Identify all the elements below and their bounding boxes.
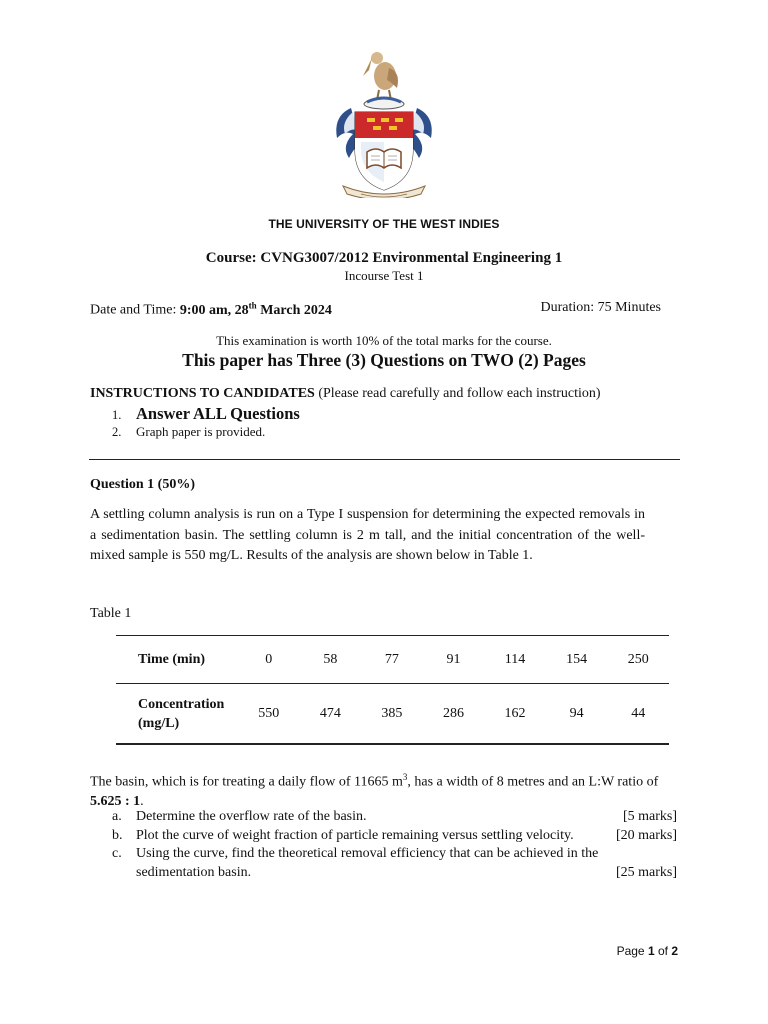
basin-description: [90, 768, 690, 811]
basin-text-2: , has a width of 8 metres and an L:W ratio of: [407, 774, 659, 790]
part-marks: [20 marks]: [615, 827, 677, 843]
instructions-label: INSTRUCTIONS TO CANDIDATES: [90, 386, 315, 401]
table-row: [116, 684, 669, 745]
part-label: c.: [112, 846, 122, 861]
page-number: [617, 944, 678, 958]
part-text: Plot the curve of weight fraction of particle remaining versus settling velocity.: [136, 827, 574, 843]
part-marks: [25 marks]: [615, 864, 677, 880]
table-cell: 385: [361, 684, 423, 745]
row-header-time: Time (min): [116, 636, 238, 684]
part-text: Determine the overflow rate of the basin.: [136, 809, 367, 824]
table-cell: 58: [300, 636, 362, 684]
table-cell: 91: [423, 636, 485, 684]
test-subtitle: Incourse Test 1: [344, 268, 424, 283]
unit-superscript: 3: [402, 772, 408, 782]
basin-text-1: The basin, which is for treating a daily flow of 11665 m: [90, 774, 403, 790]
table-cell: 162: [484, 684, 546, 745]
date-month: March 2024: [256, 302, 332, 318]
table-cell: 0: [238, 636, 300, 684]
question-paragraph: A settling column analysis is run on a Type I suspension for determining the expected removals in a sedimentation basin. The settling column is 2 m tall, and the initial concentration of the well-mixed sample is 550 mg/L. Results of the analysis are shown below in Table 1.: [90, 507, 645, 563]
divider: [89, 459, 680, 460]
table-cell: 154: [546, 636, 608, 684]
table-cell: 474: [300, 684, 362, 745]
university-crest-logo: [331, 46, 437, 198]
date-ordinal: th: [248, 300, 257, 310]
of-word: of: [654, 944, 672, 958]
instructions-heading: [90, 386, 601, 402]
question-title: Question 1 (50%): [90, 477, 195, 492]
part-marks: [5 marks]: [622, 809, 677, 824]
part-text-line2: sedimentation basin.: [136, 864, 252, 880]
question-part-b: [112, 827, 677, 846]
table-caption: Table 1: [90, 606, 132, 621]
part-label: b.: [112, 827, 123, 843]
table-cell: 114: [484, 636, 546, 684]
page-current: 1: [647, 944, 655, 958]
table-cell: 94: [546, 684, 608, 745]
university-name: THE UNIVERSITY OF THE WEST INDIES: [268, 217, 500, 231]
list-item: [112, 424, 300, 440]
question-parts: [112, 808, 677, 882]
date-value: 9:00 am, 28: [179, 302, 249, 318]
question-part-a: [112, 808, 677, 827]
pages-note: This paper has Three (3) Questions on TWO (2) Pages: [182, 350, 586, 370]
part-text: [136, 845, 677, 882]
table-cell: 286: [423, 684, 485, 745]
list-number: 1.: [112, 408, 122, 422]
date-label: Date and Time:: [90, 302, 180, 318]
table-cell: 250: [607, 636, 669, 684]
table-cell: 44: [607, 684, 669, 745]
table-row: [116, 636, 669, 684]
list-item: [112, 404, 300, 424]
part-label: a.: [112, 809, 122, 824]
table-cell: 550: [238, 684, 300, 745]
instructions-list: [112, 404, 300, 440]
exam-worth-note: This examination is worth 10% of the total marks for the course.: [216, 333, 552, 348]
row-header-concentration: [116, 684, 238, 745]
page-word: Page: [616, 944, 648, 958]
date-time: [90, 300, 332, 319]
list-number: 2.: [112, 425, 122, 439]
part-text-line1: Using the curve, find the theoretical removal efficiency that can be achieved in the: [136, 846, 599, 861]
row-header-line1: Concentration: [138, 696, 225, 712]
instructions-note: (Please read carefully and follow each instruction): [314, 386, 601, 401]
basin-ratio: 5.625 : 1: [90, 793, 141, 809]
settling-data-table: [116, 635, 669, 745]
duration: Duration: 75 Minutes: [540, 300, 661, 315]
row-header-line2: (mg/L): [138, 715, 180, 731]
basin-text-3: .: [140, 793, 144, 809]
list-text: Graph paper is provided.: [136, 424, 266, 439]
question-part-c: [112, 845, 677, 882]
page-total: 2: [671, 944, 678, 958]
course-title: Course: CVNG3007/2012 Environmental Engineering 1: [205, 250, 563, 266]
part-text-line2-row: [136, 864, 677, 883]
list-text: Answer ALL Questions: [136, 404, 300, 423]
table-cell: 77: [361, 636, 423, 684]
